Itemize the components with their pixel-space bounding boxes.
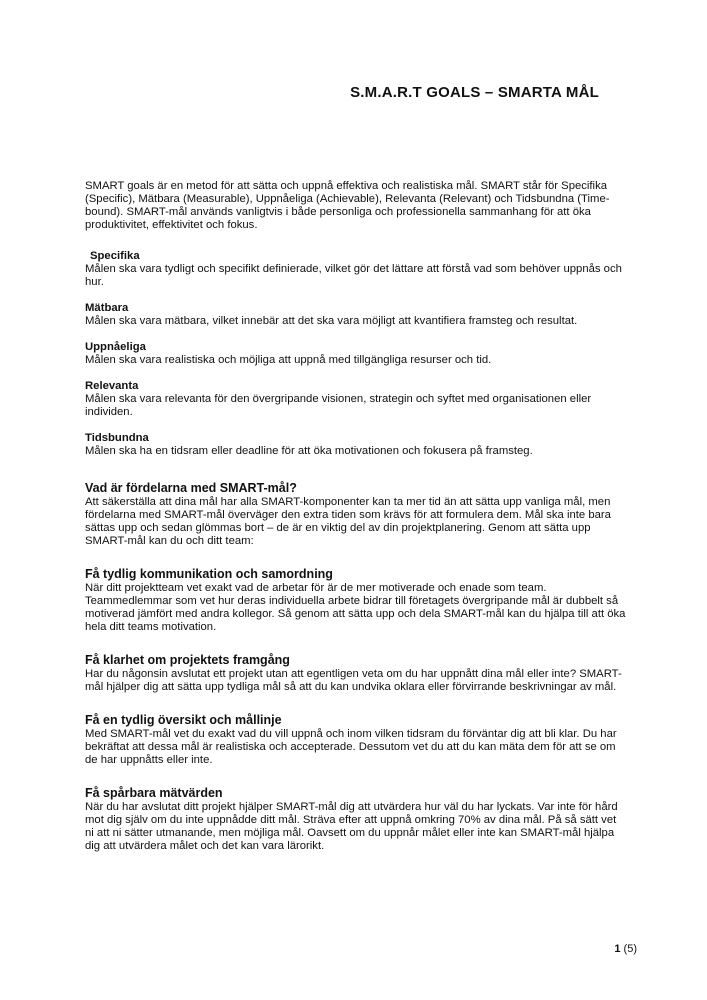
page-number <box>614 943 637 956</box>
benefit-heading-kommunikation: Få tydlig kommunikation och samordning <box>85 567 333 581</box>
definition-body-relevanta: Målen ska vara relevanta för den övergripande visionen, strategin och syftet med organisationen eller individen. <box>85 393 592 418</box>
definition-heading-relevanta: Relevanta <box>85 380 139 392</box>
benefit-body-matvarden: När du har avslutat ditt projekt hjälper SMART-mål dig att utvärdera hur väl du har lyckats. Var inte för hård mot dig själv om du inte uppnådde ditt mål. Sträva efter att uppnå omkring 70% av dina mål. På så sätt vet ni att ni sätter utmanande, men möjliga mål. Oavsett om du uppnår målet eller inte kan SMART-mål hjälpa dig att utvärdera målet och det kan vara lärorikt. <box>85 801 618 852</box>
definition-body-uppnaeliga: Målen ska vara realistiska och möjliga att uppnå med tillgängliga resurser och tid. <box>85 354 492 366</box>
definition-heading-matbara: Mätbara <box>85 302 129 314</box>
definition-body-matbara: Målen ska vara mätbara, vilket innebär att det ska vara möjligt att kvantifiera framsteg och resultat. <box>85 315 578 327</box>
benefit-body-oversikt: Med SMART-mål vet du exakt vad du vill uppnå och inom vilken tidsram du förväntar dig att bli klar. Du har bekräftat att dessa mål är realistiska och accepterade. Dessutom vet du att du kan mäta dem för att se om de har uppnåtts eller inte. <box>85 728 617 766</box>
intro-paragraph: SMART goals är en metod för att sätta och uppnå effektiva och realistiska mål. SMART står för Specifika (Specific), Mätbara (Measurable), Uppnåeliga (Achievable), Relevanta (Relevant) och Tidsbundna (Time-bound). SMART-mål används vanligtvis i både personliga och professionella sammanhang för att öka produktivitet, effektivitet och fokus. <box>85 180 610 231</box>
definition-body-tidsbundna: Målen ska ha en tidsram eller deadline för att öka motivationen och fokusera på framsteg. <box>85 445 533 457</box>
page-content <box>85 84 626 853</box>
benefit-heading-oversikt: Få en tydlig översikt och mållinje <box>85 713 282 727</box>
benefit-heading-klarhet: Få klarhet om projektets framgång <box>85 653 290 667</box>
benefits-section-intro: Att säkerställa att dina mål har alla SMART-komponenter kan ta mer tid än att sätta upp vanliga mål, men fördelarna med SMART-mål överväger den extra tiden som krävs för att formulera dem. Mål ska inte bara sättas upp och sedan glömmas bort – de är en viktig del av din projektplanering. Genom att sätta upp SMART-mål kan du och ditt team: <box>85 496 611 547</box>
definition-heading-specifika: Specifika <box>90 250 140 262</box>
page-number-current: 1 <box>614 943 621 955</box>
definition-heading-uppnaeliga: Uppnåeliga <box>85 341 146 353</box>
benefit-body-kommunikation: När ditt projektteam vet exakt vad de arbetar för är de mer motiverade och enade som team. Teammedlemmar som vet hur deras individuella arbete bidrar till företagets övergripande mål är dubbelt så motiverad jämfört med andra kollegor. Så genom att sätta upp och dela SMART-mål kan du hjälpa till att öka hela ditt teams motivation. <box>85 582 626 633</box>
page-number-total: (5) <box>623 943 637 955</box>
benefits-section-heading: Vad är fördelarna med SMART-mål? <box>85 481 297 495</box>
definition-heading-tidsbundna: Tidsbundna <box>85 432 149 444</box>
definition-body-specifika: Målen ska vara tydligt och specifikt definierade, vilket gör det lättare att förstå vad som behöver uppnås och hur. <box>85 263 622 288</box>
benefit-body-klarhet: Har du någonsin avslutat ett projekt utan att egentligen veta om du har uppnått dina mål eller inte? SMART-mål hjälper dig att sätta upp tydliga mål så att du kan undvika oklara eller förvirrande beskrivningar av mål. <box>85 668 622 693</box>
benefit-heading-matvarden: Få spårbara mätvärden <box>85 786 223 800</box>
document-title: S.M.A.R.T GOALS – SMARTA MÅL <box>350 84 599 101</box>
